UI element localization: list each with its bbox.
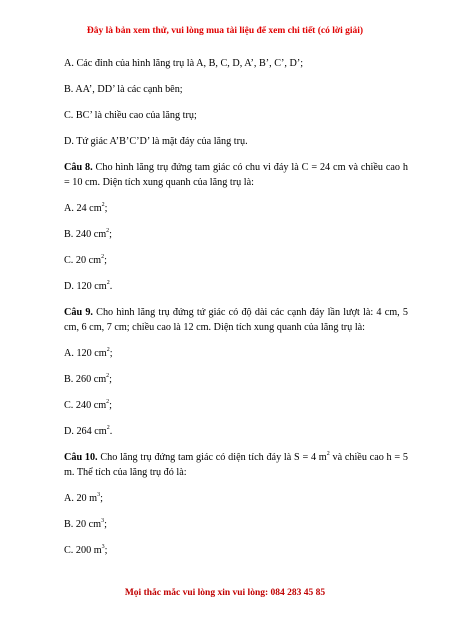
q9-option-d: D. 264 $cm^2$. bbox=[64, 424, 113, 437]
question-8 bbox=[64, 160, 408, 190]
q9-option-c: C. 240 $cm^2$; bbox=[64, 398, 113, 411]
question-8-label: Câu 8. bbox=[64, 162, 93, 173]
question-10-label: Câu 10. bbox=[64, 452, 98, 463]
q9-option-b: B. 260 $cm^2$; bbox=[64, 372, 113, 385]
document-body bbox=[64, 56, 408, 569]
q8-option-d: D. 120 $cm^2$. bbox=[64, 279, 113, 292]
q8-option-c: C. 20 $cm^2$; bbox=[64, 253, 107, 266]
q10-option-b: B. 20 $cm^3$; bbox=[64, 517, 107, 530]
contact-footer: Mọi thắc mắc vui lòng xin vui lòng: 084 283 45 85 bbox=[124, 588, 326, 598]
q9-option-a: A. 120 $cm^2$; bbox=[64, 346, 113, 359]
q8-option-a: A. 24 $cm^2$; bbox=[64, 201, 108, 214]
q10-option-a: A. 20 $m^3$; bbox=[64, 491, 103, 504]
question-9-text: Cho hình lăng trụ đứng tứ giác có độ dài các cạnh đáy lần lượt là: 4 cm, 5 cm, 6 cm, 7 cm; chiều cao là 12 cm. Diện tích xung quanh của lăng trụ là: bbox=[64, 307, 408, 333]
question-9-label: Câu 9. bbox=[64, 307, 93, 318]
q10-option-c: C. 200 $m^3$; bbox=[64, 543, 108, 556]
q7-option-d: D. Tứ giác A’B’C’D’ là mặt đáy của lăng trụ. bbox=[64, 136, 248, 147]
q7-option-c: C. BC’ là chiều cao của lăng trụ; bbox=[64, 110, 197, 121]
q8-option-b: B. 240 $cm^2$; bbox=[64, 227, 113, 240]
question-8-text: Cho hình lăng trụ đứng tam giác có chu vi đáy là C = 24 cm và chiều cao h = 10 cm. Diện tích xung quanh của lăng trụ là: bbox=[64, 162, 408, 188]
q7-option-b: B. AA’, DD’ là các cạnh bên; bbox=[64, 84, 183, 95]
question-10: Câu 10. Cho lăng trụ đứng tam giác có diện tích đáy là S = 4 $m^2$ và chiều cao h = 5 m. Thể tích của lăng trụ đó là: bbox=[64, 450, 409, 478]
q7-option-a: A. Các đỉnh của hình lăng trụ là A, B, C, D, A’, B’, C’, D’; bbox=[64, 58, 304, 69]
question-9 bbox=[64, 305, 408, 335]
preview-banner: Đây là bản xem thử, vui lòng mua tài liệu để xem chi tiết (có lời giải) bbox=[86, 26, 364, 36]
